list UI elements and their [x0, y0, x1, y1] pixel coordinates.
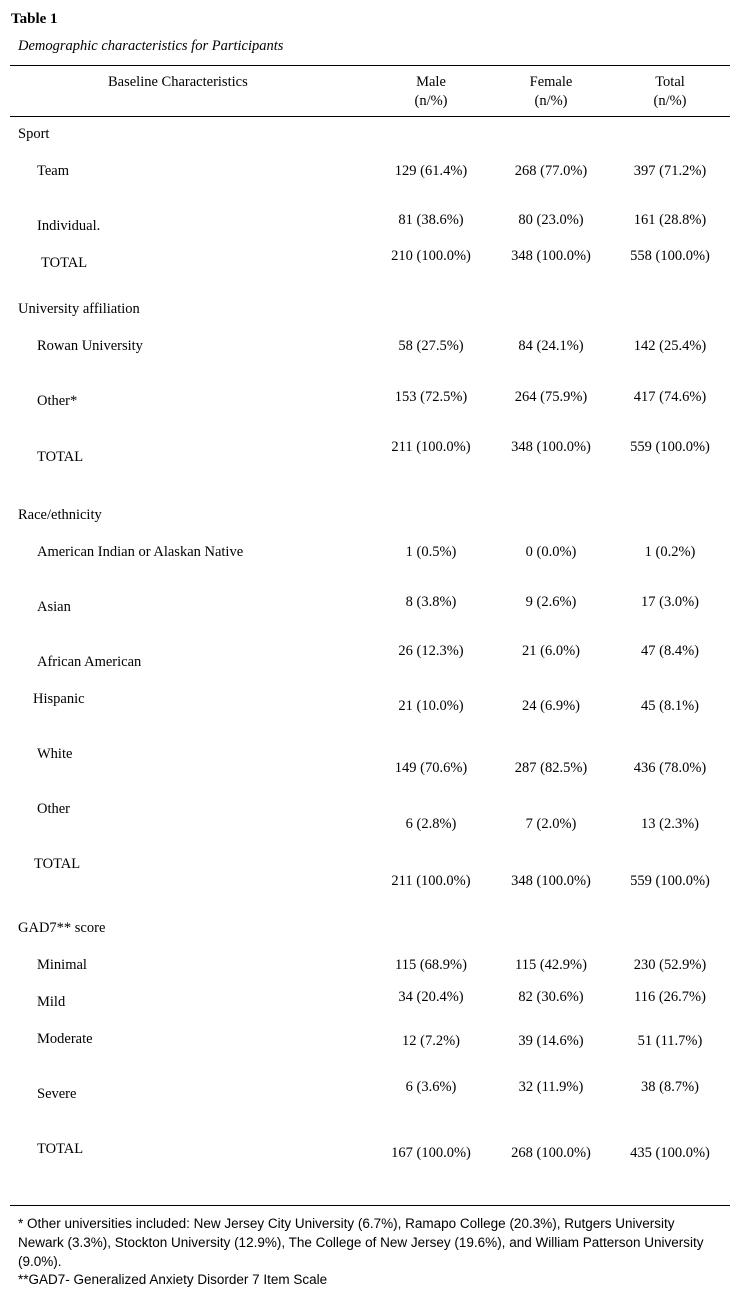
cell-female: 348 (100.0%): [511, 873, 591, 889]
cell-male: 6 (3.6%): [405, 1079, 457, 1095]
cell-female: 82 (30.6%): [518, 989, 584, 1005]
cell-female: 0 (0.0%): [525, 544, 577, 560]
cell-female: 115 (42.9%): [515, 957, 587, 973]
section-header-sport: Sport: [18, 126, 50, 142]
cell-female: 24 (6.9%): [522, 698, 580, 714]
cell-female: 287 (82.5%): [514, 760, 588, 776]
cell-female: 268 (100.0%): [511, 1145, 591, 1161]
section-header-university-affiliation: University affiliation: [18, 301, 140, 317]
footnote-gad7: **GAD7- Generalized Anxiety Disorder 7 Item Scale: [18, 1272, 328, 1287]
header-female-label: Female: [529, 74, 573, 90]
section-header-race-ethnicity: Race/ethnicity: [18, 507, 102, 523]
cell-male: 211 (100.0%): [391, 873, 471, 889]
bottom-rule: [10, 1205, 730, 1206]
cell-female: 80 (23.0%): [518, 212, 584, 228]
cell-total: 116 (26.7%): [634, 989, 706, 1005]
cell-male: 12 (7.2%): [402, 1033, 460, 1049]
table-title: Table 1: [11, 11, 58, 27]
cell-male: 129 (61.4%): [394, 163, 468, 179]
cell-male: 167 (100.0%): [391, 1145, 471, 1161]
cell-female: 348 (100.0%): [511, 439, 591, 455]
cell-total: 1 (0.2%): [644, 544, 696, 560]
cell-total: 435 (100.0%): [630, 1145, 710, 1161]
cell-female: 268 (77.0%): [514, 163, 588, 179]
cell-male: 21 (10.0%): [398, 698, 464, 714]
header-characteristics: Baseline Characteristics: [108, 74, 248, 90]
header-rule: [10, 116, 730, 117]
header-male: [371, 73, 491, 111]
cell-total: 397 (71.2%): [633, 163, 707, 179]
cell-total: 558 (100.0%): [630, 248, 710, 264]
cell-total: 51 (11.7%): [637, 1033, 703, 1049]
row-label: Team: [37, 163, 69, 179]
row-label: Severe: [37, 1086, 77, 1102]
table-subtitle: Demographic characteristics for Participants: [18, 38, 284, 54]
cell-total: 13 (2.3%): [641, 816, 699, 832]
header-male-label: Male: [416, 74, 446, 90]
header-total: [610, 73, 730, 111]
cell-male: 6 (2.8%): [405, 816, 457, 832]
cell-female: 264 (75.9%): [514, 389, 588, 405]
cell-total: 47 (8.4%): [641, 643, 699, 659]
cell-total: 17 (3.0%): [641, 594, 699, 610]
row-label: White: [37, 746, 73, 762]
cell-male: 8 (3.8%): [405, 594, 457, 610]
row-label: TOTAL: [37, 1141, 84, 1157]
cell-total: 559 (100.0%): [630, 439, 710, 455]
row-label: TOTAL: [34, 856, 81, 872]
row-label: Moderate: [37, 1031, 93, 1047]
cell-total: 38 (8.7%): [641, 1079, 699, 1095]
cell-female: 39 (14.6%): [518, 1033, 584, 1049]
cell-male: 81 (38.6%): [398, 212, 464, 228]
section-header-gad7-score: GAD7** score: [18, 920, 106, 936]
row-label: Hispanic: [33, 691, 85, 707]
header-female: [493, 73, 609, 111]
row-label: African American: [37, 654, 142, 670]
cell-total: 230 (52.9%): [633, 957, 707, 973]
row-label: Asian: [37, 599, 71, 615]
cell-male: 149 (70.6%): [394, 760, 468, 776]
cell-female: 348 (100.0%): [511, 248, 591, 264]
row-label: TOTAL: [41, 255, 88, 271]
footnote-universities: * Other universities included: New Jersey City University (6.7%), Ramapo College (20.3%), Rutgers University Newark (3.3%), Stockton University (12.9%), The College of New Jersey (19.6%), and William Patterson University (9.0%).: [18, 1216, 704, 1269]
row-label: TOTAL: [37, 449, 84, 465]
row-label: Individual.: [37, 218, 101, 234]
cell-male: 210 (100.0%): [391, 248, 471, 264]
cell-female: 32 (11.9%): [518, 1079, 584, 1095]
cell-female: 7 (2.0%): [525, 816, 577, 832]
cell-total: 142 (25.4%): [633, 338, 707, 354]
cell-total: 45 (8.1%): [641, 698, 699, 714]
row-label: Mild: [37, 994, 66, 1010]
cell-male: 153 (72.5%): [394, 389, 468, 405]
cell-total: 161 (28.8%): [633, 212, 707, 228]
cell-total: 559 (100.0%): [630, 873, 710, 889]
cell-total: 436 (78.0%): [633, 760, 707, 776]
header-female-unit: (n/%): [534, 93, 568, 109]
cell-male: 1 (0.5%): [405, 544, 457, 560]
cell-male: 58 (27.5%): [398, 338, 464, 354]
cell-female: 9 (2.6%): [525, 594, 577, 610]
header-total-label: Total: [655, 74, 685, 90]
cell-male: 211 (100.0%): [391, 439, 471, 455]
header-total-unit: (n/%): [653, 93, 687, 109]
cell-male: 26 (12.3%): [398, 643, 464, 659]
cell-female: 21 (6.0%): [522, 643, 580, 659]
cell-female: 84 (24.1%): [518, 338, 584, 354]
row-label: Rowan University: [37, 338, 143, 354]
header-male-unit: (n/%): [414, 93, 448, 109]
cell-total: 417 (74.6%): [633, 389, 707, 405]
row-label: Minimal: [37, 957, 87, 973]
row-label: Other: [37, 801, 71, 817]
cell-male: 34 (20.4%): [398, 989, 464, 1005]
row-label: American Indian or Alaskan Native: [37, 544, 244, 560]
row-label: Other*: [37, 393, 78, 409]
cell-male: 115 (68.9%): [395, 957, 467, 973]
top-rule: [10, 65, 730, 66]
